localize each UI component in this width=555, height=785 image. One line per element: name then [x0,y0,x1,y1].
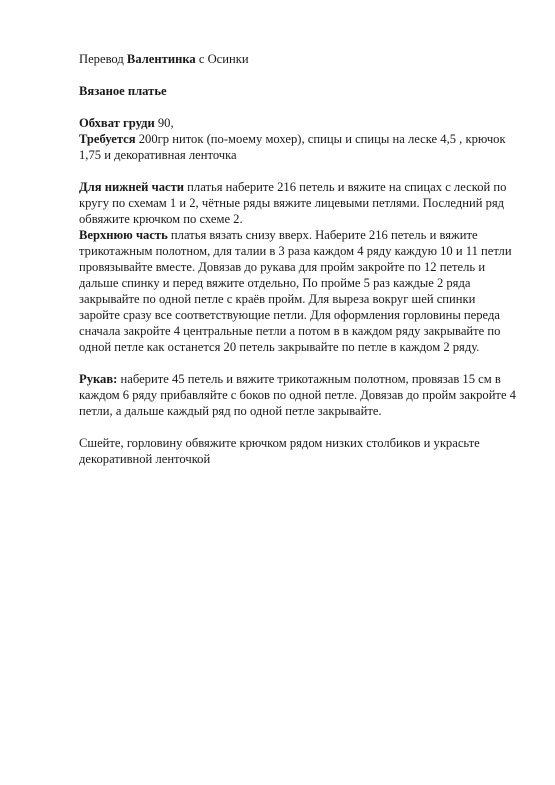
spacer [79,419,519,435]
sleeve-paragraph [79,371,519,419]
credit-prefix: Перевод [79,52,127,66]
materials-paragraph [79,131,519,163]
title-text: Вязаное платье [79,84,167,98]
spacer [79,355,519,371]
translation-credit [79,51,519,67]
spacer [79,163,519,179]
credit-author: Валентинка [126,52,196,66]
materials-label: Требуется [79,132,136,146]
finishing-paragraph: Сшейте, горловину обвяжите крючком рядом низких столбиков и украсьте декоративной ленточкой [79,436,480,466]
spacer [79,99,519,115]
size-value: 90, [154,116,174,130]
size-line [79,115,519,131]
sleeve-text: наберите 45 петель и вяжите трикотажным полотном, провязав 15 см в каждом 6 ряду прибавляйте с боков по одной петле. Довязав до пройм закройте 4 петли, а дальше каждый ряд по одной петле закрывайте. [79,372,516,418]
document-body [79,51,519,467]
spacer [79,67,519,83]
upper-part-label: Верхнюю часть [79,228,168,242]
size-label: Обхват груди [79,116,155,130]
materials-text: 200гр ниток (по-моему мохер), спицы и спицы на леске 4,5 , крючок 1,75 и декоративная ленточка [79,132,506,162]
credit-suffix: с Осинки [195,52,249,66]
upper-part-text: платья вязать снизу вверх. Наберите 216 петель и вяжите трикотажным полотном, для талии в 3 раза каждом 4 ряду каждую 10 и 11 петли провязывайте вместе. Довязав до рукава для пройм закройте по 12 петель и дальше спинку и перед вяжите отдельно, По пройме 5 раз каждые 2 ряда закрывайте по одной петле с краёв пройм. Для выреза вокруг шей спинки заройте сразу все соответствующие петли. Для оформления горловины переда сначала закройте 4 центральные петли а потом в в каждом ряду закрывайте по одной петле как останется 20 петель закрывайте по петле в каждом 2 ряду. [79,228,512,354]
upper-part-paragraph [79,227,519,355]
document-title [79,83,519,99]
sleeve-label: Рукав: [79,372,118,386]
lower-part-text: платья наберите 216 петель и вяжите на спицах с леской по кругу по схемам 1 и 2, чётные ряды вяжите лицевыми петлями. Последний ряд обвяжите крючком по схеме 2. [79,180,507,226]
lower-part-label: Для нижней части [79,180,185,194]
lower-part-paragraph [79,179,519,227]
